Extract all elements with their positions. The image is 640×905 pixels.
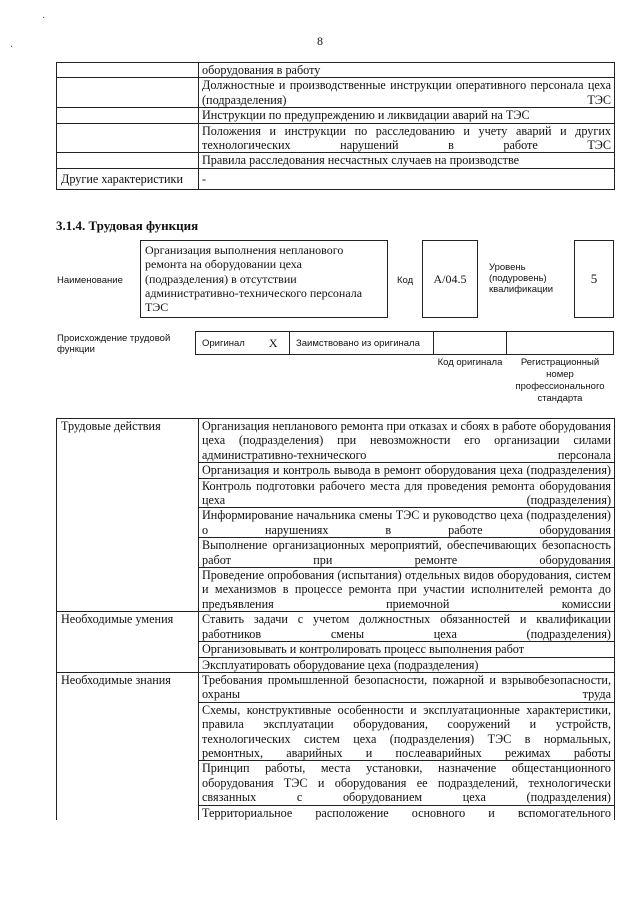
function-code-box: А/04.5 <box>422 240 478 318</box>
borrowed-cell: Заимствовано из оригинала <box>289 331 434 355</box>
group-item: Проведение опробования (испытания) отдельных видов оборудования, систем и механизмов в процессе ремонта при участии исполнителей ремонта до предъявления приемочной комиссии <box>199 568 615 612</box>
section-title: 3.1.4. Трудовая функция <box>56 218 199 233</box>
group-item: Эксплуатировать оборудование цеха (подразделения) <box>199 657 615 672</box>
original-label: Оригинал <box>202 337 245 349</box>
group-label: Необходимые знания <box>57 672 199 820</box>
row-label <box>57 108 199 123</box>
row-value: Правила расследования несчастных случаев на производстве <box>199 153 615 168</box>
row-label <box>57 123 199 153</box>
group-item: Организация непланового ремонта при отказах и сбоях в работе оборудования цеха (подразделения) при невозможности его организации силами административно-технического персонала <box>199 419 615 463</box>
row-value: Инструкции по предупреждению и ликвидации аварий на ТЭС <box>199 108 615 123</box>
table-row <box>57 78 615 108</box>
group-item: Схемы, конструктивные особенности и эксплуатационные характеристики, правила эксплуатации оборудования, сооружений и устройств, технологических систем цеха (подразделения) ТЭС в нормальных, ремонтных, аварийных и послеаварийных режимах работы <box>199 702 615 761</box>
original-cell <box>195 331 290 355</box>
group-item: Требования промышленной безопасности, пожарной и взрывобезопасности, охраны труда <box>199 672 615 702</box>
table-row <box>57 108 615 123</box>
group-label: Трудовые действия <box>57 419 199 612</box>
group-item: Территориальное расположение основного и вспомогательного <box>199 805 615 820</box>
page-number: 8 <box>317 34 323 48</box>
group-item: Информирование начальника смены ТЭС и руководство цеха (подразделения) о нарушениях в работе оборудования <box>199 508 615 538</box>
group-label: Необходимые умения <box>57 612 199 673</box>
row-label <box>57 63 199 78</box>
group-item: Контроль подготовки рабочего места для проведения ремонта оборудования цеха (подразделения) <box>199 478 615 508</box>
group-item: Принцип работы, места установки, назначение общестанционного оборудования ТЭС и оборудования ее подразделений, технологически связанных с оборудованием цеха (подразделения) <box>199 761 615 805</box>
group-item: Организовывать и контролировать процесс выполнения работ <box>199 642 615 657</box>
table-row <box>57 168 615 189</box>
scan-mark: · <box>42 13 46 24</box>
table-row <box>57 612 615 642</box>
table-row <box>57 63 615 78</box>
table-row <box>57 419 615 463</box>
code-label: Код <box>397 275 414 286</box>
reg-number-cell <box>506 331 614 355</box>
code-original-label: Код оригинала <box>437 357 503 368</box>
reg-number-label: Регистрационный номер профессионального стандарта <box>515 357 605 404</box>
name-label: Наименование <box>57 275 123 286</box>
group-item: Выполнение организационных мероприятий, обеспечивающих безопасность работ при ремонте оборудования <box>199 538 615 568</box>
scan-mark: · <box>10 42 14 53</box>
origin-label: Происхождение трудовой функции <box>57 333 171 355</box>
row-label <box>57 153 199 168</box>
row-value: оборудования в работу <box>199 63 615 78</box>
table-row <box>57 153 615 168</box>
row-label: Другие характеристики <box>57 168 199 189</box>
qualification-level-box: 5 <box>574 240 614 318</box>
original-mark: X <box>268 335 278 350</box>
top-requirements-table <box>56 62 615 190</box>
function-name-box: Организация выполнения непланового ремонта на оборудовании цеха (подразделения) в отсутствии административно-технического персонала ТЭС <box>140 240 388 318</box>
table-row <box>57 123 615 153</box>
table-row <box>57 672 615 702</box>
labor-function-table <box>56 418 615 820</box>
row-label <box>57 78 199 108</box>
level-label: Уровень (подуровень) квалификации <box>489 262 554 295</box>
original-code-cell <box>433 331 507 355</box>
row-value: - <box>199 168 615 189</box>
group-item: Организация и контроль вывода в ремонт оборудования цеха (подразделения) <box>199 463 615 478</box>
row-value: Положения и инструкции по расследованию и учету аварий и других технологических нарушений в работе ТЭС <box>199 123 615 153</box>
group-item: Ставить задачи с учетом должностных обязанностей и квалификации работников смены цеха (подразделения) <box>199 612 615 642</box>
row-value: Должностные и производственные инструкции оперативного персонала цеха (подразделения) ТЭС <box>199 78 615 108</box>
